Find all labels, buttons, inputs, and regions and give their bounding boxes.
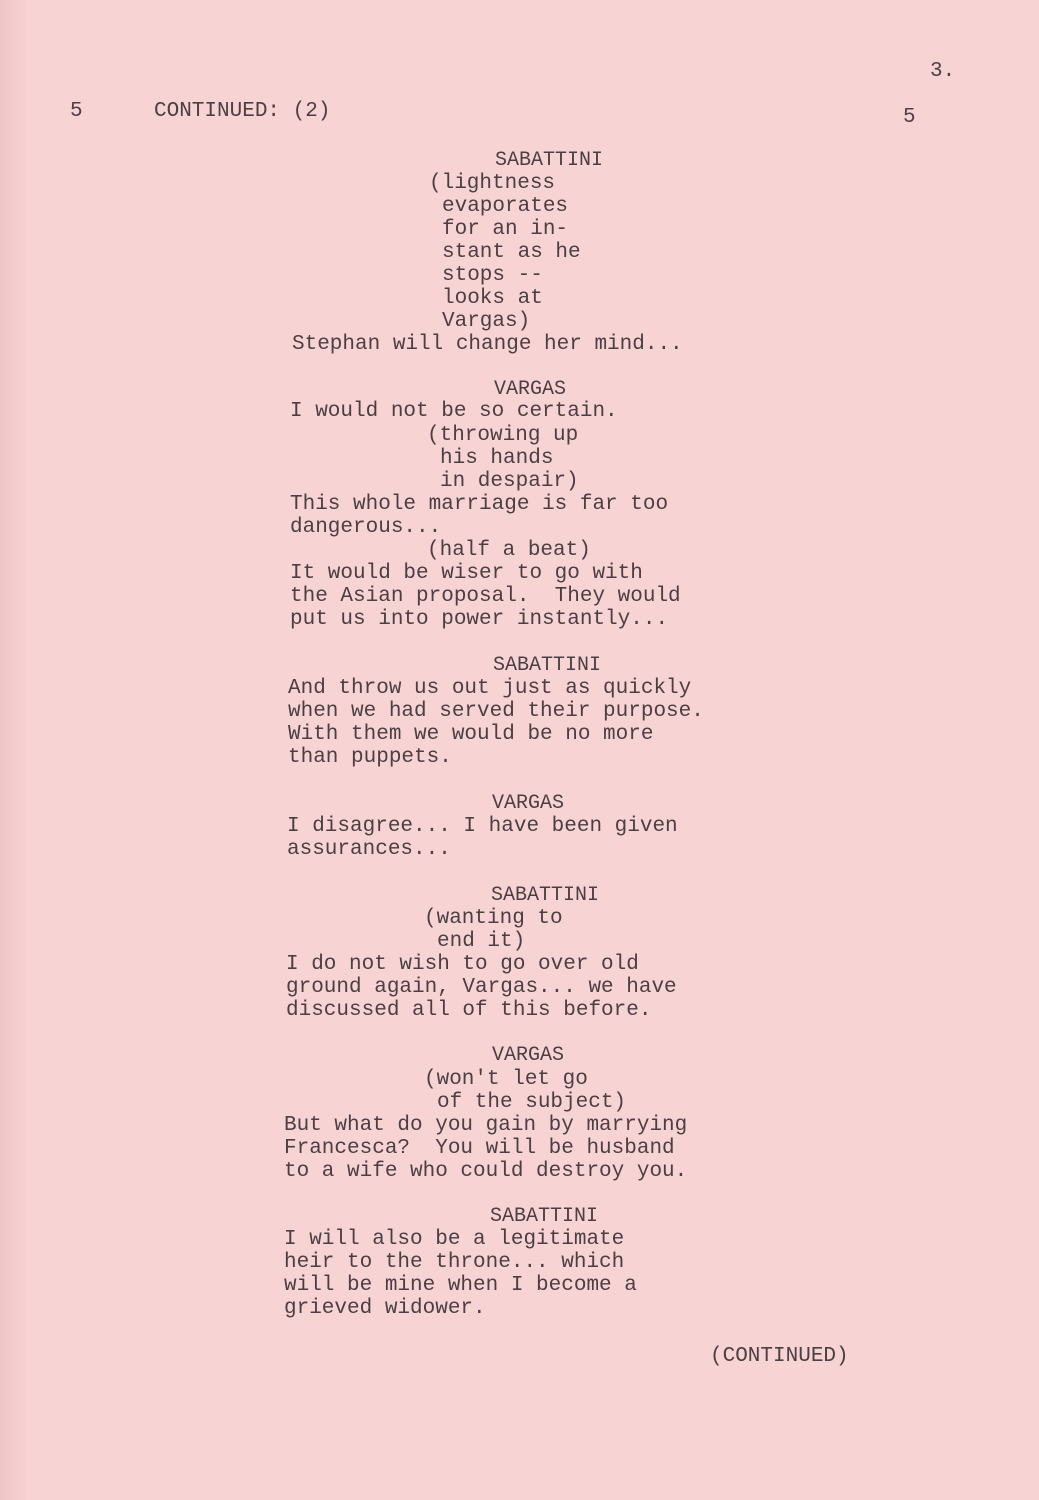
dialogue-text [284,1114,687,1183]
dialogue-line: But what do you gain by marrying [284,1114,688,1137]
parenthetical-line: of the subject) [437,1091,627,1114]
parenthetical [424,907,563,953]
parenthetical-line: (won't let go [424,1068,588,1091]
character-name: VARGAS [492,792,565,815]
dialogue-line: the Asian proposal. They would [290,585,681,608]
dialogue-line: Francesca? You will be husband [284,1137,675,1160]
character-name: VARGAS [494,378,567,401]
character-name: SABATTINI [490,1205,599,1228]
parenthetical-line: stant as he [442,241,581,264]
scene-heading: CONTINUED: (2) [154,100,331,123]
dialogue-line: And throw us out just as quickly [288,677,692,700]
dialogue-line: ground again, Vargas... we have [286,976,677,999]
page-number: 3. [930,60,956,83]
character-name: SABATTINI [495,149,604,172]
dialogue-line: put us into power instantly... [290,608,669,631]
parenthetical-line: end it) [437,930,526,953]
dialogue-line: With them we would be no more [288,723,654,746]
parenthetical-line: stops -- [442,264,543,287]
parenthetical [427,539,591,562]
parenthetical-line: evaporates [442,195,569,218]
parenthetical-line: (lightness [429,172,556,195]
dialogue-line: I would not be so certain. [290,400,618,423]
dialogue-text [290,562,681,631]
dialogue-line: This whole marriage is far too [290,493,669,516]
parenthetical [429,172,581,333]
parenthetical-line: in despair) [440,470,579,493]
scene-number-right: 5 [903,106,916,129]
dialogue-line: heir to the throne... which [284,1251,625,1274]
dialogue-text [284,1228,637,1320]
dialogue-line: assurances... [287,838,451,861]
dialogue-line: grieved widower. [284,1297,486,1320]
dialogue-line: Stephan will change her mind... [292,333,683,356]
dialogue-line: will be mine when I become a [284,1274,637,1297]
dialogue-text [290,493,668,539]
scene-number-left: 5 [70,100,83,123]
dialogue-text [286,953,677,1022]
parenthetical-line: for an in- [442,218,569,241]
dialogue-text [290,400,618,423]
parenthetical-line: Vargas) [442,310,531,333]
parenthetical [424,1068,626,1114]
dialogue-line: discussed all of this before. [286,999,652,1022]
dialogue-line: to a wife who could destroy you. [284,1160,688,1183]
character-name: SABATTINI [491,884,600,907]
parenthetical-line: (half a beat) [427,539,591,562]
dialogue-text [292,333,683,356]
dialogue-line: It would be wiser to go with [290,562,643,585]
parenthetical-line: (wanting to [424,907,563,930]
parenthetical-line: looks at [442,287,543,310]
dialogue-text [288,677,704,769]
continued-footer: (CONTINUED) [710,1345,849,1368]
parenthetical-line: his hands [440,447,554,470]
character-name: VARGAS [492,1044,565,1067]
parenthetical [427,424,579,493]
dialogue-line: than puppets. [288,746,452,769]
parenthetical-line: (throwing up [427,424,579,447]
dialogue-line: when we had served their purpose. [288,700,704,723]
dialogue-line: dangerous... [290,516,442,539]
dialogue-line: I disagree... I have been given [287,815,678,838]
page-edge-shadow [0,0,28,1500]
dialogue-text [287,815,678,861]
character-name: SABATTINI [493,654,602,677]
dialogue-line: I do not wish to go over old [286,953,639,976]
dialogue-line: I will also be a legitimate [284,1228,625,1251]
